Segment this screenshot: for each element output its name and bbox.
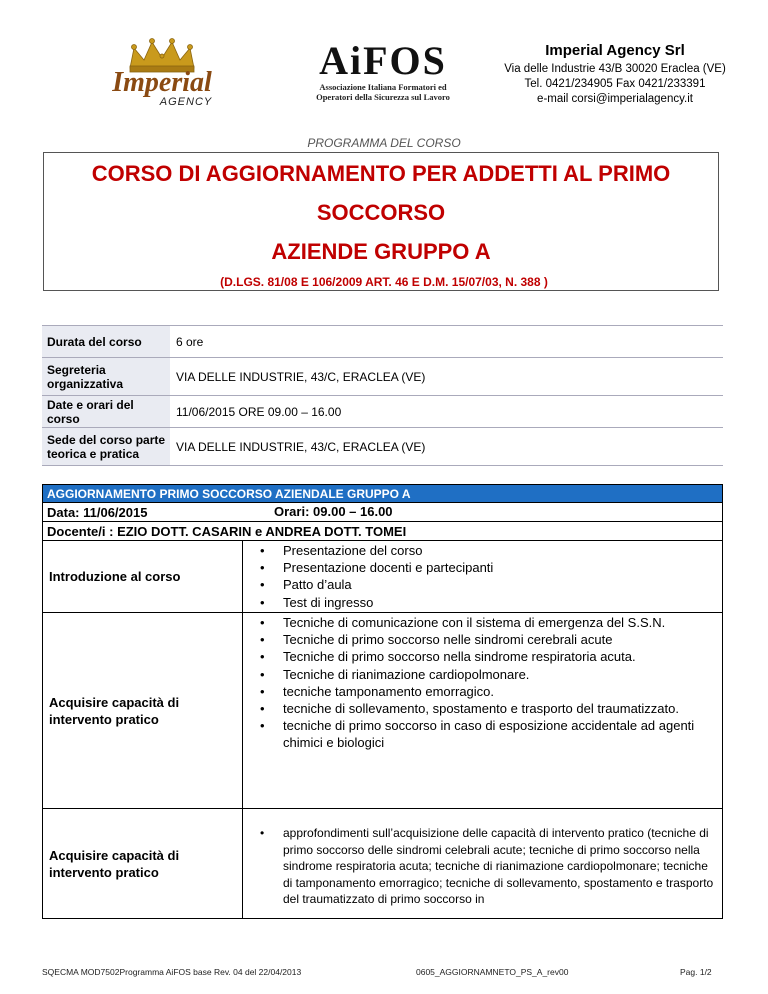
list-item: • tecniche tamponamento emorragico.: [243, 683, 716, 700]
module-topic-list: [243, 825, 716, 908]
list-item: • Presentazione docenti e partecipanti: [243, 559, 716, 576]
list-item: • approfondimenti sull’acquisizione delle capacità di intervento pratico (tecniche di primo soccorso delle sindromi celebrali acute; tecniche di primo soccorso nella sindrome respiratoria acuta; tecniche di rianimazione cardiopolmonare; tecniche di tamponamento emorragico; tecniche di sollevamento, spostamento e trasporto del traumatizzato di primo soccorso in: [243, 825, 716, 908]
aifos-wordmark: AiFOS: [319, 38, 447, 83]
company-block: [480, 40, 750, 107]
footer-page-number: Pag. 1/2: [680, 967, 712, 977]
module-topic-list: [243, 614, 716, 752]
info-row-dates: [42, 396, 723, 428]
course-title-line-1: CORSO DI AGGIORNAMENTO PER ADDETTI AL PRIMO: [91, 161, 671, 186]
list-item: • Test di ingresso: [243, 594, 716, 611]
program-label: PROGRAMMA DEL CORSO: [307, 136, 461, 150]
info-value: VIA DELLE INDUSTRIE, 43/C, ERACLEA (VE): [170, 358, 723, 396]
date-time-row: [43, 503, 723, 522]
list-item: • Tecniche di comunicazione con il sistema di emergenza del S.S.N.: [243, 614, 716, 631]
info-key: Date e orari del corso: [42, 396, 170, 428]
info-value: VIA DELLE INDUSTRIE, 43/C, ERACLEA (VE): [170, 428, 723, 466]
imperial-agency-label: AGENCY: [159, 96, 213, 108]
list-item: • Presentazione del corso: [243, 542, 716, 559]
info-key: Durata del corso: [42, 326, 170, 358]
course-date: Data: 11/06/2015: [47, 504, 148, 520]
info-key: Sede del corso parte teorica e pratica: [42, 428, 170, 466]
footer-doc-ref: SQECMA MOD7502Programma AiFOS base Rev. 04 del 22/04/2013: [42, 967, 302, 977]
teachers-row: [43, 522, 723, 541]
list-item: • Tecniche di primo soccorso nella sindrome respiratoria acuta.: [243, 648, 716, 665]
program-header-row: [43, 485, 723, 503]
info-value: 11/06/2015 ORE 09.00 – 16.00: [170, 396, 723, 428]
info-key: Segreteria organizzativa: [42, 358, 170, 396]
footer-file-name: 0605_AGGIORNAMNETO_PS_A_rev00: [416, 967, 569, 977]
list-item: • Tecniche di primo soccorso nelle sindromi cerebrali acute: [243, 631, 716, 648]
module-row-2: [43, 613, 723, 809]
aifos-logo: [303, 40, 463, 100]
module-row-3: [43, 809, 723, 919]
aifos-subtitle-2: Operatori della Sicurezza sul Lavoro: [316, 92, 450, 102]
course-teachers: Docente/i : EZIO DOTT. CASARIN e ANDREA DOTT. TOMEI: [43, 522, 723, 541]
course-title-line-3: AZIENDE GRUPPO A: [271, 239, 491, 264]
company-name: Imperial Agency Srl: [545, 42, 685, 59]
module-title: Acquisire capacità di intervento pratico: [43, 613, 243, 809]
module-title: Introduzione al corso: [43, 541, 243, 613]
program-header: AGGIORNAMENTO PRIMO SOCCORSO AZIENDALE GRUPPO A: [43, 485, 723, 503]
company-email: e-mail corsi@imperialagency.it: [537, 93, 693, 105]
module-row-1: [43, 541, 723, 613]
imperial-agency-logo: [92, 38, 232, 110]
aifos-subtitle-1: Associazione Italiana Formatori ed: [319, 82, 447, 92]
info-row-venue: [42, 428, 723, 466]
info-value: 6 ore: [170, 326, 723, 358]
list-item: • tecniche di sollevamento, spostamento e trasporto del traumatizzato.: [243, 700, 716, 717]
list-item: • Patto d’aula: [243, 576, 716, 593]
law-reference: (D.LGS. 81/08 E 106/2009 ART. 46 E D.M. 15/07/03, N. 388 ): [220, 275, 548, 289]
info-row-secretariat: [42, 358, 723, 396]
course-hours: Orari: 09.00 – 16.00: [274, 504, 393, 519]
course-title-line-2: SOCCORSO: [316, 200, 446, 225]
module-topic-list: [243, 542, 716, 611]
course-program-table: [42, 484, 723, 919]
company-address: Via delle Industrie 43/B 30020 Eraclea (VE): [504, 63, 726, 75]
course-info-table: [42, 325, 723, 466]
module-title: Acquisire capacità di intervento pratico: [43, 809, 243, 919]
imperial-wordmark: Imperial: [112, 67, 212, 98]
company-phone: Tel. 0421/234905 Fax 0421/233391: [524, 78, 706, 90]
info-row-duration: [42, 326, 723, 358]
list-item: • tecniche di primo soccorso in caso di esposizione accidentale ad agenti chimici e biologici: [243, 717, 716, 751]
course-title-box: [43, 152, 719, 291]
list-item: • Tecniche di rianimazione cardiopolmonare.: [243, 666, 716, 683]
